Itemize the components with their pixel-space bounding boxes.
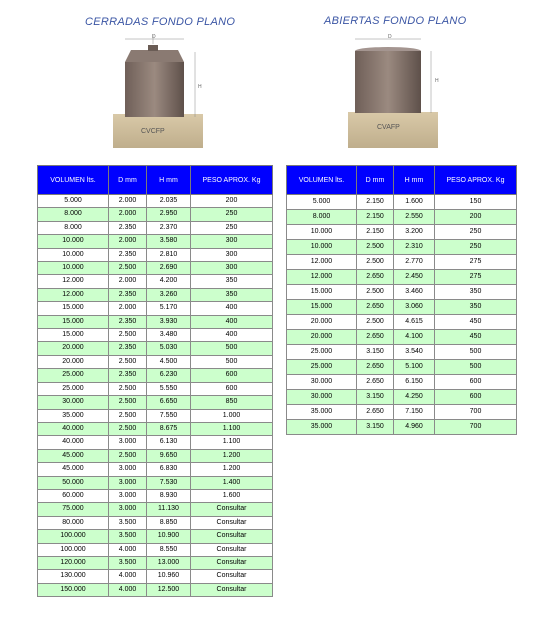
cell-volume: 40.000 [38,436,109,449]
cell-height: 11.130 [147,503,191,516]
table-row [38,530,273,543]
cell-height: 3.200 [394,225,435,240]
cell-height: 6.830 [147,463,191,476]
cell-height: 2.310 [394,240,435,255]
table-row [38,208,273,221]
cell-weight: 400 [191,315,273,328]
cell-volume: 100.000 [38,543,109,556]
cell-height: 8.550 [147,543,191,556]
cell-weight: 350 [435,285,517,300]
cell-volume: 8.000 [287,210,357,225]
cell-diameter: 3.150 [357,345,394,360]
table-row [287,270,517,285]
table-row [38,248,273,261]
cell-volume: 10.000 [38,262,109,275]
table-row [287,285,517,300]
closed-dim-h-label: H [198,84,202,90]
cell-weight: 400 [191,329,273,342]
cell-height: 6.230 [147,369,191,382]
closed-tanks-table [37,165,273,597]
cell-diameter: 2.000 [109,275,147,288]
cell-weight: 1.100 [191,436,273,449]
cell-weight: Consultar [191,583,273,596]
cell-weight: 1.200 [191,463,273,476]
cell-volume: 10.000 [38,248,109,261]
cell-weight: 1.600 [191,489,273,502]
table-row [38,396,273,409]
cell-volume: 30.000 [287,390,357,405]
cell-height: 8.850 [147,516,191,529]
cell-volume: 5.000 [38,195,109,208]
cell-volume: 12.000 [38,275,109,288]
cell-height: 3.930 [147,315,191,328]
cell-volume: 35.000 [287,420,357,435]
col-header-weight: PESO APROX. Kg [435,166,517,195]
closed-tanks-title: CERRADAS FONDO PLANO [85,16,236,28]
table-row [287,420,517,435]
open-figure-label: CVAFP [377,124,400,131]
col-header-volume: VOLUMEN lts. [287,166,357,195]
cell-diameter: 4.000 [109,583,147,596]
cell-diameter: 2.500 [109,396,147,409]
cell-volume: 120.000 [38,556,109,569]
col-header-height: H mm [147,166,191,195]
cell-weight: 275 [435,255,517,270]
cell-diameter: 2.650 [357,270,394,285]
cell-diameter: 2.500 [357,240,394,255]
cell-diameter: 2.350 [109,342,147,355]
cell-weight: Consultar [191,556,273,569]
cell-height: 3.260 [147,288,191,301]
table-row [38,329,273,342]
table-row [38,422,273,435]
cell-height: 4.615 [394,315,435,330]
cell-height: 4.500 [147,355,191,368]
cell-height: 4.960 [394,420,435,435]
cell-height: 2.810 [147,248,191,261]
table-row [38,409,273,422]
cell-diameter: 2.650 [357,405,394,420]
cell-volume: 50.000 [38,476,109,489]
cell-weight: 1.100 [191,422,273,435]
cell-weight: 1.400 [191,476,273,489]
table-row [287,195,517,210]
cell-volume: 25.000 [38,369,109,382]
cell-height: 7.550 [147,409,191,422]
table-row [287,375,517,390]
cell-diameter: 3.150 [357,390,394,405]
cell-height: 2.550 [394,210,435,225]
cell-volume: 8.000 [38,221,109,234]
cell-diameter: 3.500 [109,530,147,543]
table-row [38,221,273,234]
cell-height: 9.650 [147,449,191,462]
open-tanks-title: ABIERTAS FONDO PLANO [324,15,467,27]
cell-volume: 15.000 [287,300,357,315]
col-header-diameter: D mm [109,166,147,195]
cell-diameter: 2.350 [109,369,147,382]
table-header-row [38,166,273,195]
cell-volume: 35.000 [38,409,109,422]
cell-diameter: 2.150 [357,195,394,210]
cell-volume: 130.000 [38,570,109,583]
open-dim-h-label: H [435,78,439,84]
cell-diameter: 2.150 [357,210,394,225]
cell-weight: 250 [435,240,517,255]
cell-weight: 250 [191,208,273,221]
cell-diameter: 3.500 [109,556,147,569]
cell-diameter: 4.000 [109,570,147,583]
cell-diameter: 2.500 [357,285,394,300]
table-row [38,436,273,449]
col-header-volume: VOLUMEN lts. [38,166,109,195]
table-row [287,360,517,375]
cell-diameter: 2.350 [109,315,147,328]
closed-figure-label: CVCFP [141,128,165,135]
cell-height: 4.250 [394,390,435,405]
cell-volume: 10.000 [38,235,109,248]
cell-diameter: 3.150 [357,420,394,435]
cell-weight: 200 [435,210,517,225]
cell-diameter: 4.000 [109,543,147,556]
cell-weight: 600 [435,375,517,390]
cell-volume: 45.000 [38,449,109,462]
cell-diameter: 2.000 [109,235,147,248]
cell-weight: 450 [435,330,517,345]
cell-weight: 1.000 [191,409,273,422]
cell-weight: 300 [191,235,273,248]
cell-volume: 12.000 [38,288,109,301]
cell-volume: 25.000 [287,360,357,375]
cell-height: 6.130 [147,436,191,449]
cell-diameter: 2.500 [109,422,147,435]
cell-height: 5.170 [147,302,191,315]
cell-volume: 15.000 [38,329,109,342]
cell-weight: 300 [191,248,273,261]
col-header-height: H mm [394,166,435,195]
cell-weight: 350 [191,275,273,288]
cell-volume: 20.000 [287,315,357,330]
closed-tank-figure [108,30,218,150]
table-row [287,240,517,255]
cell-volume: 35.000 [287,405,357,420]
cell-diameter: 3.000 [109,436,147,449]
table-row [287,405,517,420]
cell-diameter: 2.500 [109,382,147,395]
table-row [287,330,517,345]
cell-weight: Consultar [191,543,273,556]
cell-diameter: 2.650 [357,360,394,375]
table-row [38,556,273,569]
table-row [38,355,273,368]
cell-volume: 20.000 [38,355,109,368]
cell-weight: 400 [191,302,273,315]
cell-diameter: 2.500 [109,329,147,342]
cell-height: 2.370 [147,221,191,234]
table-row [38,476,273,489]
table-row [287,255,517,270]
table-row [287,315,517,330]
cell-weight: 600 [435,390,517,405]
cell-diameter: 3.000 [109,489,147,502]
cell-height: 3.580 [147,235,191,248]
open-tanks-table [286,165,517,435]
cell-weight: 1.200 [191,449,273,462]
cell-height: 13.000 [147,556,191,569]
cell-diameter: 2.000 [109,302,147,315]
cell-volume: 12.000 [287,255,357,270]
table-row [38,463,273,476]
cell-volume: 10.000 [287,225,357,240]
table-row [38,315,273,328]
open-tank-figure [343,30,453,150]
cell-diameter: 2.650 [357,330,394,345]
table-row [38,288,273,301]
table-row [38,570,273,583]
cell-volume: 10.000 [287,240,357,255]
table-row [38,235,273,248]
cell-height: 1.600 [394,195,435,210]
table-row [38,503,273,516]
cell-height: 3.460 [394,285,435,300]
table-row [287,225,517,240]
closed-dim-d-label: D [152,34,156,40]
cell-weight: 250 [435,225,517,240]
cell-volume: 80.000 [38,516,109,529]
table-row [287,345,517,360]
table-row [38,195,273,208]
cell-diameter: 3.500 [109,516,147,529]
cell-weight: 275 [435,270,517,285]
cell-diameter: 2.150 [357,225,394,240]
cell-volume: 40.000 [38,422,109,435]
cell-diameter: 2.350 [109,221,147,234]
cell-height: 4.100 [394,330,435,345]
cell-height: 5.030 [147,342,191,355]
cell-volume: 12.000 [287,270,357,285]
cell-height: 5.100 [394,360,435,375]
cell-volume: 20.000 [38,342,109,355]
cell-weight: 150 [435,195,517,210]
cell-height: 6.150 [394,375,435,390]
cell-volume: 8.000 [38,208,109,221]
cell-diameter: 2.500 [109,262,147,275]
cell-weight: Consultar [191,570,273,583]
cell-height: 7.150 [394,405,435,420]
cell-height: 2.035 [147,195,191,208]
cell-weight: 350 [435,300,517,315]
cell-weight: 300 [191,262,273,275]
cell-volume: 15.000 [38,302,109,315]
cell-height: 6.650 [147,396,191,409]
cell-diameter: 3.000 [109,503,147,516]
table-row [38,275,273,288]
cell-volume: 15.000 [287,285,357,300]
cell-height: 2.690 [147,262,191,275]
cell-height: 3.480 [147,329,191,342]
cell-volume: 30.000 [38,396,109,409]
table-row [38,382,273,395]
cell-weight: 350 [191,288,273,301]
table-row [287,300,517,315]
cell-diameter: 2.500 [357,255,394,270]
cell-volume: 20.000 [287,330,357,345]
cell-height: 3.060 [394,300,435,315]
cell-weight: 500 [191,355,273,368]
cell-height: 10.900 [147,530,191,543]
table-row [38,543,273,556]
cell-volume: 5.000 [287,195,357,210]
cell-diameter: 3.000 [109,463,147,476]
cell-diameter: 2.650 [357,375,394,390]
cell-weight: 500 [435,345,517,360]
table-row [38,516,273,529]
cell-height: 8.675 [147,422,191,435]
table-header-row [287,166,517,195]
cell-weight: 500 [191,342,273,355]
table-row [38,342,273,355]
cell-height: 2.950 [147,208,191,221]
cell-height: 8.930 [147,489,191,502]
cell-weight: 600 [191,382,273,395]
cell-diameter: 2.000 [109,208,147,221]
cell-height: 4.200 [147,275,191,288]
cell-weight: 500 [435,360,517,375]
cell-diameter: 2.500 [109,449,147,462]
table-row [38,583,273,596]
cell-volume: 30.000 [287,375,357,390]
table-row [287,210,517,225]
table-row [38,489,273,502]
cell-height: 2.450 [394,270,435,285]
cell-volume: 25.000 [287,345,357,360]
cell-diameter: 2.500 [109,355,147,368]
cell-weight: 200 [191,195,273,208]
cell-volume: 100.000 [38,530,109,543]
cell-volume: 25.000 [38,382,109,395]
cell-volume: 45.000 [38,463,109,476]
cell-volume: 75.000 [38,503,109,516]
table-row [38,302,273,315]
cell-volume: 60.000 [38,489,109,502]
table-row [38,262,273,275]
cell-weight: Consultar [191,516,273,529]
cell-weight: 450 [435,315,517,330]
table-row [38,449,273,462]
col-header-diameter: D mm [357,166,394,195]
cell-diameter: 2.000 [109,195,147,208]
cell-diameter: 2.500 [357,315,394,330]
cell-weight: Consultar [191,503,273,516]
cell-diameter: 3.000 [109,476,147,489]
open-dim-d-label: D [388,34,392,40]
cell-volume: 150.000 [38,583,109,596]
cell-weight: 700 [435,405,517,420]
col-header-weight: PESO APROX. Kg [191,166,273,195]
cell-height: 7.530 [147,476,191,489]
cell-weight: 700 [435,420,517,435]
cell-diameter: 2.500 [109,409,147,422]
cell-height: 5.550 [147,382,191,395]
cell-height: 3.540 [394,345,435,360]
cell-weight: Consultar [191,530,273,543]
cell-weight: 600 [191,369,273,382]
cell-diameter: 2.650 [357,300,394,315]
cell-height: 12.500 [147,583,191,596]
cell-weight: 250 [191,221,273,234]
cell-diameter: 2.350 [109,288,147,301]
cell-diameter: 2.350 [109,248,147,261]
table-row [287,390,517,405]
cell-weight: 850 [191,396,273,409]
cell-height: 10.960 [147,570,191,583]
table-row [38,369,273,382]
cell-volume: 15.000 [38,315,109,328]
cell-height: 2.770 [394,255,435,270]
